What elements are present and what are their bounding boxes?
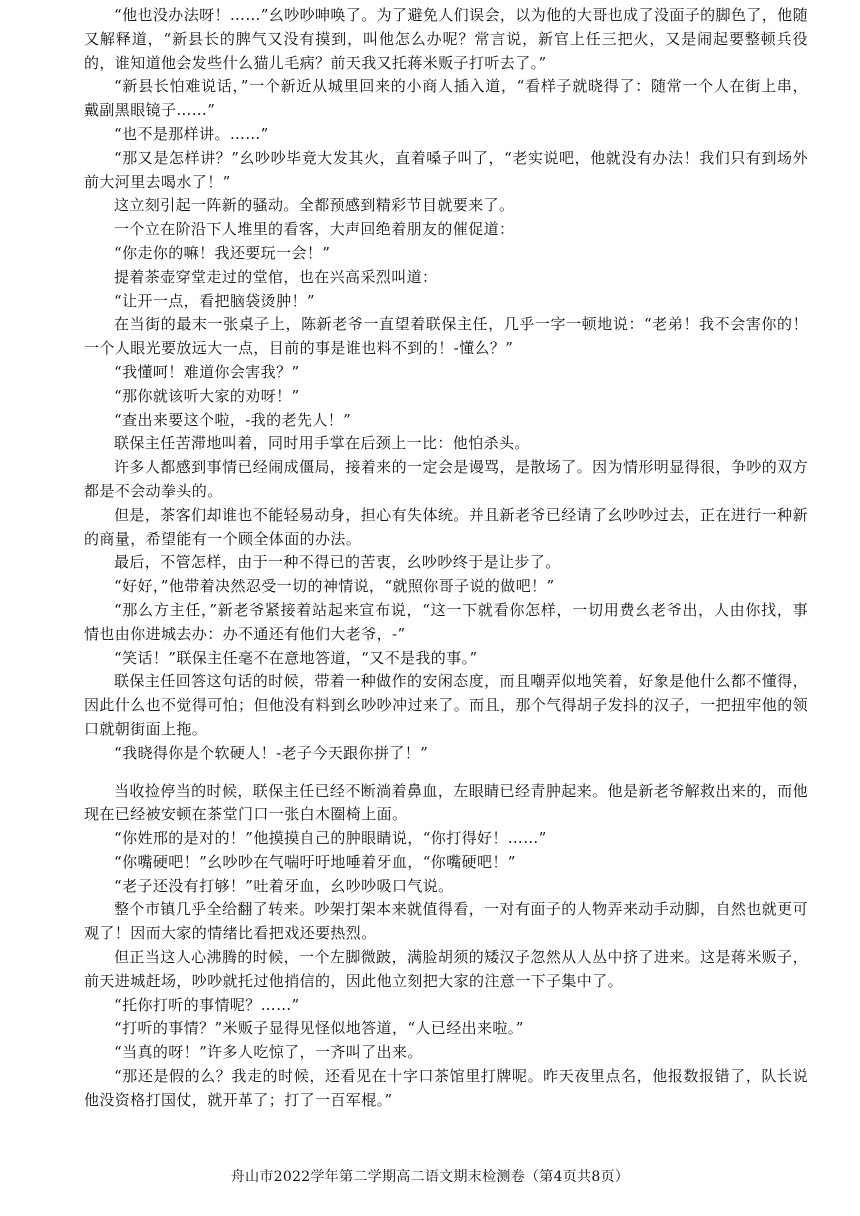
paragraph: “我懂呵！难道你会害我？” — [114, 362, 300, 381]
paragraph: “你嘴硬吧！”幺吵吵在气喘吁吁地唾着牙血，“你嘴硬吧！” — [114, 852, 516, 871]
paragraph: “好好，”他带着决然忍受一切的神情说，“就照你哥子说的做吧！” — [114, 577, 555, 596]
story-body — [84, 4, 808, 1113]
paragraph: “你走你的嘛！我还要玩一会！” — [114, 243, 331, 262]
paragraph: “那你就该听大家的劝呀！” — [114, 386, 300, 405]
paragraph: “托你打听的事情呢？……” — [114, 995, 300, 1014]
paragraph: “他也没办法呀！……”幺吵吵呻唤了。为了避免人们误会，以为他的大哥也成了没面子的脚色了，他随又解释道，“新县长的脾气又没有摸到，叫他怎么办呢？常言说，新官上任三把火，又是闹起要整顿兵役的，谁知道他会发些什么猫儿毛病？前天我又托蒋米贩子打听去了。” — [84, 6, 808, 72]
paragraph: “打听的事情？”米贩子显得见怪似地答道，“人已经出来啦。” — [114, 1019, 524, 1038]
paragraph: 最后，不管怎样，由于一种不得已的苦衷，幺吵吵终于是让步了。 — [114, 553, 561, 572]
paragraph: 一个立在阶沿下人堆里的看客，大声回绝着朋友的催促道： — [114, 220, 515, 239]
paragraph: “当真的呀！”许多人吃惊了，一齐叫了出来。 — [114, 1043, 423, 1062]
paragraph: 联保主任回答这句话的时候，带着一种做作的安闲态度，而且嘲弄似地笑着，好象是他什么都不懂得，因此什么也不觉得可怕；但他没有料到幺吵吵冲过来了。而且，那个气得胡子发抖的汉子，一把扭牢他的领口就朝街面上拖。 — [84, 672, 808, 738]
paragraph: 整个市镇几乎全给翻了转来。吵架打架本来就值得看，一对有面子的人物弄来动手动脚，自然也就更可观了！因而大家的情绪比看把戏还要热烈。 — [84, 900, 808, 943]
section-gap — [84, 766, 808, 780]
paragraph: 当收捡停当的时候，联保主任已经不断淌着鼻血，左眼睛已经青肿起来。他是新老爷解救出来的，而他现在已经被安顿在茶堂门口一张白木圈椅上面。 — [84, 781, 808, 824]
paragraph: “那么方主任，”新老爷紧接着站起来宣布说，“这一下就看你怎样，一切用费幺老爷出，人由你找，事情也由你进城去办：办不通还有他们大老爷，-” — [84, 600, 808, 643]
paragraph: “查出来要这个啦，-我的老先人！” — [114, 410, 352, 429]
paragraph: “让开一点，看把脑袋烫肿！” — [114, 291, 315, 310]
paragraph: 但是，茶客们却谁也不能轻易动身，担心有失体统。并且新老爷已经请了幺吵吵过去，正在进行一种新的商量，希望能有一个顾全体面的办法。 — [84, 505, 808, 548]
paragraph: “笑话！”联保主任毫不在意地答道，“又不是我的事。” — [114, 648, 478, 667]
paragraph: “你姓邢的是对的！”他摸摸自己的肿眼睛说，“你打得好！……” — [114, 829, 547, 848]
paragraph: “我晓得你是个软硬人！-老子今天跟你拼了！” — [114, 743, 429, 762]
paragraph: 在当街的最末一张桌子上，陈新老爷一直望着联保主任，几乎一字一顿地说：“老弟！我不会害你的！一个人眼光要放远大一点，目前的事是谁也料不到的！-懂么？” — [84, 315, 808, 358]
paragraph: “老子还没有打够！”吐着牙血，幺吵吵吸口气说。 — [114, 876, 454, 895]
paragraph: “新县长怕难说话，”一个新近从城里回来的小商人插入道，“看样子就晓得了：随常一个人在街上串，戴副黑眼镜子……” — [84, 77, 808, 120]
paragraph: “那还是假的么？我走的时候，还看见在十字口茶馆里打牌呢。昨天夜里点名，他报数报错了，队长说他没资格打国仗，就开革了；打了一百军棍。” — [84, 1067, 808, 1109]
paragraph: 但正当这人心沸腾的时候，一个左脚微跛，满脸胡须的矮汉子忽然从人丛中挤了进来。这是蒋米贩子，前天进城赶场，吵吵就托过他捎信的，因此他立刻把大家的注意一下子集中了。 — [84, 948, 808, 990]
paragraph: 这立刻引起一阵新的骚动。全都预感到精彩节目就要来了。 — [114, 196, 515, 215]
paragraph: 联保主任苦滞地叫着，同时用手掌在后颈上一比：他怕杀头。 — [114, 434, 530, 453]
paragraph: “那又是怎样讲？”幺吵吵毕竟大发其火，直着嗓子叫了，“老实说吧，他就没有办法！我们只有到场外前大河里去喝水了！” — [84, 148, 808, 191]
paragraph: “也不是那样讲。……” — [114, 124, 269, 143]
paragraph: 许多人都感到事情已经闹成僵局，接着来的一定会是谩骂，是散场了。因为情形明显得很，争吵的双方都是不会动拳头的。 — [84, 458, 808, 500]
page-footer: 舟山市2022学年第二学期高二语文期末检测卷（第4页共8页） — [230, 1169, 630, 1185]
paragraph: 提着茶壶穿堂走过的堂倌，也在兴高采烈叫道： — [114, 267, 438, 286]
